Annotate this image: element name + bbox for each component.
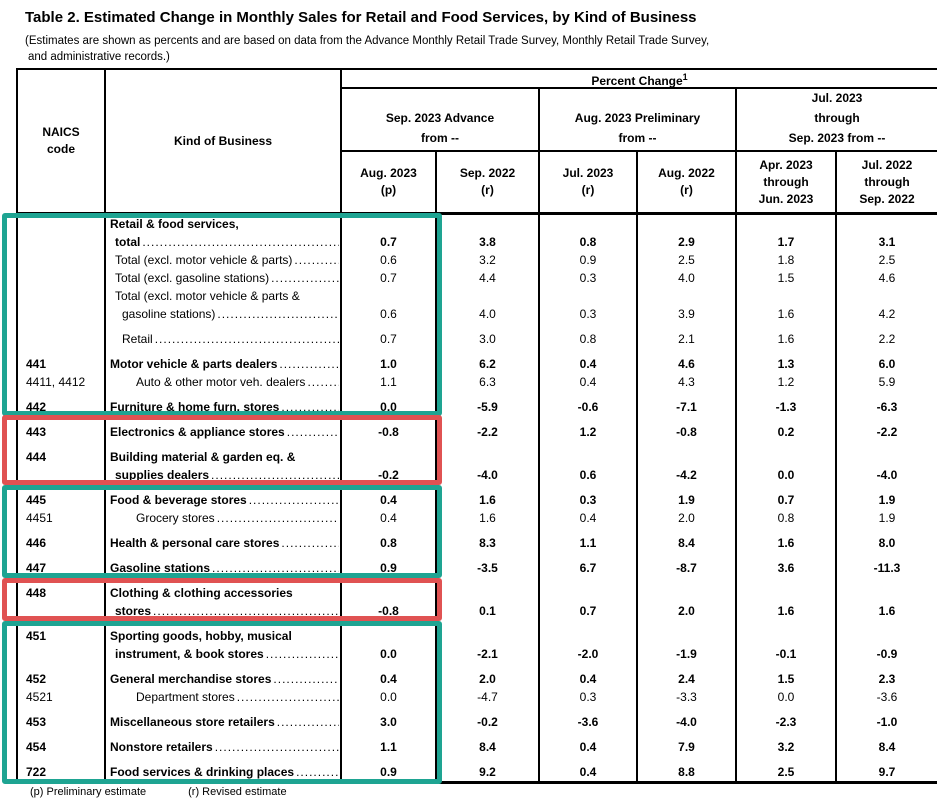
naics-code-cell: 453 bbox=[18, 706, 106, 731]
naics-code-cell bbox=[18, 215, 106, 251]
value-cell: -5.9 bbox=[437, 391, 540, 416]
column-header: Jul. 2023 (r) bbox=[540, 152, 638, 212]
value-cell: -4.7 bbox=[437, 688, 540, 706]
business-label-cell: Food & beverage stores ..... bbox=[106, 484, 342, 509]
business-label-cell: Total (excl. gasoline stations) ..... bbox=[106, 269, 342, 287]
value-cell: 4.6 bbox=[638, 348, 737, 373]
naics-code-cell: 4521 bbox=[18, 688, 106, 706]
value-cell: -4.2 bbox=[638, 441, 737, 484]
value-cell: 4.4 bbox=[437, 269, 540, 287]
value-cell: 2.5 bbox=[638, 251, 737, 269]
leader-dots bbox=[296, 763, 339, 781]
value-cell: -3.6 bbox=[540, 706, 638, 731]
percent-change-header: Percent Change$^1$ bbox=[342, 70, 937, 89]
column-header: Sep. 2022 (r) bbox=[437, 152, 540, 212]
value-cell: -2.2 bbox=[876, 425, 898, 439]
value-cell: -3.5 bbox=[437, 552, 540, 577]
value-cell: 2.4 bbox=[638, 663, 737, 688]
naics-code-cell bbox=[18, 251, 106, 269]
column-header-row bbox=[342, 152, 937, 212]
value-cell: -3.6 bbox=[876, 690, 898, 704]
value-cell: 1.6 bbox=[878, 604, 896, 618]
value-cell: 4.6 bbox=[878, 271, 896, 285]
group-header-row bbox=[342, 89, 937, 152]
value-cell: -3.3 bbox=[638, 688, 737, 706]
leader-dots bbox=[212, 559, 339, 577]
value-cell: 1.3 bbox=[737, 348, 837, 373]
leader-dots bbox=[281, 398, 339, 416]
subtitle-line-2: and administrative records.) bbox=[28, 51, 170, 63]
naics-code-cell: 454 bbox=[18, 731, 106, 756]
value-cell: 0.7 bbox=[737, 484, 837, 509]
value-cell: -4.0 bbox=[437, 441, 540, 484]
group-header: Aug. 2023 Preliminary from -- bbox=[540, 89, 737, 150]
value-cell: 2.1 bbox=[638, 323, 737, 348]
business-label-cell: Auto & other motor veh. dealers ..... bbox=[106, 373, 342, 391]
value-cell: 1.6 bbox=[737, 527, 837, 552]
business-label-cell: Building material & garden eq. & supplies dealers ..... bbox=[106, 441, 342, 484]
naics-code-cell: 441 bbox=[18, 348, 106, 373]
business-label-cell: Motor vehicle & parts dealers ..... bbox=[106, 348, 342, 373]
value-cell: 0.7 bbox=[342, 323, 437, 348]
value-cell: 0.0 bbox=[342, 688, 437, 706]
table-header bbox=[16, 68, 937, 215]
value-cell: 2.9 bbox=[638, 215, 737, 251]
leader-dots bbox=[271, 269, 339, 287]
naics-code-cell: 442 bbox=[18, 391, 106, 416]
value-cell: 3.6 bbox=[737, 552, 837, 577]
value-cell: 3.2 bbox=[737, 731, 837, 756]
value-cell: 6.7 bbox=[540, 552, 638, 577]
column-header: Aug. 2022 (r) bbox=[638, 152, 737, 212]
leader-dots bbox=[237, 688, 339, 706]
page-title: Table 2. Estimated Change in Monthly Sales for Retail and Food Services, by Kind of Business bbox=[25, 9, 697, 26]
value-cell: 0.0 bbox=[737, 441, 837, 484]
value-cell: 1.1 bbox=[342, 731, 437, 756]
value-cell: -2.0 bbox=[540, 620, 638, 663]
value-cell: -4.0 bbox=[876, 468, 898, 482]
business-label-cell: Department stores ..... bbox=[106, 688, 342, 706]
value-cell: 3.0 bbox=[342, 706, 437, 731]
value-cell: -8.7 bbox=[638, 552, 737, 577]
leader-dots bbox=[217, 509, 339, 527]
leader-dots bbox=[155, 330, 339, 348]
value-cell: -1.3 bbox=[737, 391, 837, 416]
value-cell: 0.4 bbox=[540, 756, 638, 781]
naics-code-cell: 452 bbox=[18, 663, 106, 688]
naics-code-cell bbox=[18, 323, 106, 348]
value-cell: -4.0 bbox=[638, 706, 737, 731]
value-cell: 1.9 bbox=[638, 484, 737, 509]
leader-dots bbox=[281, 534, 339, 552]
footnote-preliminary: (p) Preliminary estimate bbox=[30, 786, 147, 798]
value-cell: 7.9 bbox=[638, 731, 737, 756]
value-cell: 0.0 bbox=[342, 620, 437, 663]
value-cell: -0.8 bbox=[638, 416, 737, 441]
naics-code-cell: 446 bbox=[18, 527, 106, 552]
value-cell: 5.9 bbox=[878, 375, 896, 389]
leader-dots bbox=[279, 355, 339, 373]
leader-dots bbox=[249, 491, 339, 509]
value-cell: 0.3 bbox=[540, 688, 638, 706]
value-cell: 1.2 bbox=[540, 416, 638, 441]
value-cell: 1.1 bbox=[342, 373, 437, 391]
value-cell: 0.6 bbox=[342, 287, 437, 323]
data-table bbox=[16, 68, 937, 784]
value-cell: 0.4 bbox=[540, 348, 638, 373]
group-header: Sep. 2023 Advance from -- bbox=[342, 89, 540, 150]
value-cell: 1.2 bbox=[737, 373, 837, 391]
subtitle-line-1: (Estimates are shown as percents and are based on data from the Advance Monthly Retail Trade Survey, Monthly Retail Trade Survey, bbox=[25, 35, 710, 47]
naics-code-header: NAICS code bbox=[18, 70, 106, 212]
value-cell: 0.4 bbox=[342, 509, 437, 527]
value-cell: 6.0 bbox=[878, 357, 896, 371]
leader-dots bbox=[277, 713, 339, 731]
leader-dots bbox=[294, 251, 339, 269]
value-cell: 0.8 bbox=[342, 527, 437, 552]
value-cell: 0.7 bbox=[342, 269, 437, 287]
value-cell: 3.1 bbox=[878, 235, 896, 249]
leader-dots bbox=[287, 423, 339, 441]
value-cell: 3.9 bbox=[638, 287, 737, 323]
value-cell: 8.8 bbox=[638, 756, 737, 781]
business-label-cell: Health & personal care stores ..... bbox=[106, 527, 342, 552]
value-cell: -6.3 bbox=[876, 400, 898, 414]
naics-code-cell: 451 bbox=[18, 620, 106, 663]
value-cell: 1.9 bbox=[878, 493, 896, 507]
value-cell: 0.4 bbox=[342, 663, 437, 688]
value-cell: 0.9 bbox=[342, 756, 437, 781]
leader-dots bbox=[273, 670, 339, 688]
business-label-cell: Total (excl. motor vehicle & parts) ..... bbox=[106, 251, 342, 269]
value-cell: 0.7 bbox=[540, 577, 638, 620]
value-cell: 0.7 bbox=[342, 215, 437, 251]
column-header: Jul. 2022 through Sep. 2022 bbox=[859, 157, 915, 206]
value-cell: -0.9 bbox=[876, 647, 898, 661]
value-cell: -1.0 bbox=[876, 715, 898, 729]
value-cell: 9.7 bbox=[878, 765, 896, 779]
naics-code-cell: 444 bbox=[18, 441, 106, 484]
naics-code-cell: 4451 bbox=[18, 509, 106, 527]
value-cell: 8.4 bbox=[437, 731, 540, 756]
value-cell: 6.2 bbox=[437, 348, 540, 373]
value-cell: 8.3 bbox=[437, 527, 540, 552]
value-cell: 1.0 bbox=[342, 348, 437, 373]
business-label-cell: Food services & drinking places ..... bbox=[106, 756, 342, 781]
business-label-cell: Sporting goods, hobby, musical instrument, & book stores ..... bbox=[106, 620, 342, 663]
value-cell: 0.4 bbox=[540, 663, 638, 688]
value-cell: 0.3 bbox=[540, 269, 638, 287]
value-cell: -2.3 bbox=[737, 706, 837, 731]
table-body bbox=[16, 215, 937, 784]
value-cell: -0.2 bbox=[437, 706, 540, 731]
value-cell: 1.6 bbox=[437, 509, 540, 527]
value-cell: -0.8 bbox=[342, 416, 437, 441]
business-label-cell: General merchandise stores ..... bbox=[106, 663, 342, 688]
group-header: Jul. 2023 through Sep. 2023 from -- bbox=[788, 91, 886, 145]
column-header: Apr. 2023 through Jun. 2023 bbox=[737, 152, 837, 212]
value-cell: 0.2 bbox=[737, 416, 837, 441]
value-cell: 0.3 bbox=[540, 287, 638, 323]
value-cell: 4.0 bbox=[638, 269, 737, 287]
value-cell: 2.0 bbox=[638, 577, 737, 620]
value-cell: 1.8 bbox=[737, 251, 837, 269]
value-cell: 9.2 bbox=[437, 756, 540, 781]
business-label-cell: Retail & food services, total ..... bbox=[106, 215, 342, 251]
value-cell: 0.0 bbox=[342, 391, 437, 416]
value-cell: 3.0 bbox=[437, 323, 540, 348]
value-cell: 4.2 bbox=[878, 307, 896, 321]
value-cell: 1.5 bbox=[737, 663, 837, 688]
value-cell: -11.3 bbox=[873, 561, 901, 575]
business-label-cell: Grocery stores ..... bbox=[106, 509, 342, 527]
table-footnotes bbox=[30, 786, 287, 798]
value-cell: 0.4 bbox=[540, 509, 638, 527]
naics-code-cell: 445 bbox=[18, 484, 106, 509]
leader-dots bbox=[153, 602, 339, 620]
table-subtitle bbox=[25, 33, 709, 65]
value-cell: 0.8 bbox=[540, 215, 638, 251]
leader-dots bbox=[217, 305, 339, 323]
footnote-marker: 1 bbox=[682, 71, 688, 82]
value-cell: -7.1 bbox=[638, 391, 737, 416]
value-cell: 0.9 bbox=[540, 251, 638, 269]
value-cell: 1.1 bbox=[540, 527, 638, 552]
leader-dots bbox=[142, 233, 339, 251]
naics-code-cell: 722 bbox=[18, 756, 106, 781]
value-cell: 0.8 bbox=[737, 509, 837, 527]
value-cell: 0.9 bbox=[342, 552, 437, 577]
percent-change-section bbox=[342, 70, 937, 212]
value-cell: 1.6 bbox=[737, 577, 837, 620]
value-cell: 0.4 bbox=[540, 731, 638, 756]
naics-code-cell bbox=[18, 269, 106, 287]
leader-dots bbox=[266, 645, 339, 663]
value-cell: 0.6 bbox=[540, 441, 638, 484]
value-cell: 1.9 bbox=[878, 511, 896, 525]
kind-of-business-header: Kind of Business bbox=[106, 70, 342, 212]
value-cell: 8.4 bbox=[638, 527, 737, 552]
value-cell: -0.6 bbox=[540, 391, 638, 416]
value-cell: 2.5 bbox=[737, 756, 837, 781]
value-cell: 0.1 bbox=[437, 577, 540, 620]
value-cell: 4.3 bbox=[638, 373, 737, 391]
business-label-cell: Furniture & home furn. stores ..... bbox=[106, 391, 342, 416]
leader-dots bbox=[211, 466, 339, 484]
business-label-cell: Clothing & clothing accessories stores ..... bbox=[106, 577, 342, 620]
leader-dots bbox=[215, 738, 339, 756]
naics-code-cell: 443 bbox=[18, 416, 106, 441]
naics-code-cell bbox=[18, 287, 106, 323]
business-label-cell: Gasoline stations ..... bbox=[106, 552, 342, 577]
leader-dots bbox=[307, 373, 339, 391]
business-label-cell: Nonstore retailers ..... bbox=[106, 731, 342, 756]
value-cell: 1.6 bbox=[737, 287, 837, 323]
value-cell: 1.6 bbox=[737, 323, 837, 348]
value-cell: 0.8 bbox=[540, 323, 638, 348]
value-cell: 2.2 bbox=[878, 332, 896, 346]
value-cell: -0.8 bbox=[342, 577, 437, 620]
business-label-cell: Miscellaneous store retailers ..... bbox=[106, 706, 342, 731]
business-label-cell: Retail ..... bbox=[106, 323, 342, 348]
value-cell: 3.2 bbox=[437, 251, 540, 269]
value-cell: 3.8 bbox=[437, 215, 540, 251]
value-cell: 4.0 bbox=[437, 287, 540, 323]
value-cell: 0.4 bbox=[342, 484, 437, 509]
value-cell: -1.9 bbox=[638, 620, 737, 663]
value-cell: -2.2 bbox=[437, 416, 540, 441]
naics-code-cell: 448 bbox=[18, 577, 106, 620]
value-cell: 0.6 bbox=[342, 251, 437, 269]
value-cell: 8.0 bbox=[878, 536, 896, 550]
value-cell: 6.3 bbox=[437, 373, 540, 391]
naics-code-cell: 4411, 4412 bbox=[18, 373, 106, 391]
value-cell: 0.0 bbox=[737, 688, 837, 706]
value-cell: 2.0 bbox=[638, 509, 737, 527]
value-cell: 0.3 bbox=[540, 484, 638, 509]
business-label-cell: Total (excl. motor vehicle & parts & gasoline stations) ..... bbox=[106, 287, 342, 323]
business-label-cell: Electronics & appliance stores ..... bbox=[106, 416, 342, 441]
value-cell: 8.4 bbox=[878, 740, 896, 754]
value-cell: 2.5 bbox=[878, 253, 896, 267]
value-cell: 2.3 bbox=[878, 672, 896, 686]
value-cell: 2.0 bbox=[437, 663, 540, 688]
value-cell: -2.1 bbox=[437, 620, 540, 663]
value-cell: 1.5 bbox=[737, 269, 837, 287]
value-cell: 0.4 bbox=[540, 373, 638, 391]
naics-code-cell: 447 bbox=[18, 552, 106, 577]
column-header: Aug. 2023 (p) bbox=[342, 152, 437, 212]
footnote-revised: (r) Revised estimate bbox=[188, 786, 287, 798]
value-cell: -0.1 bbox=[737, 620, 837, 663]
value-cell: 1.6 bbox=[437, 484, 540, 509]
value-cell: -0.2 bbox=[342, 441, 437, 484]
value-cell: 1.7 bbox=[737, 215, 837, 251]
